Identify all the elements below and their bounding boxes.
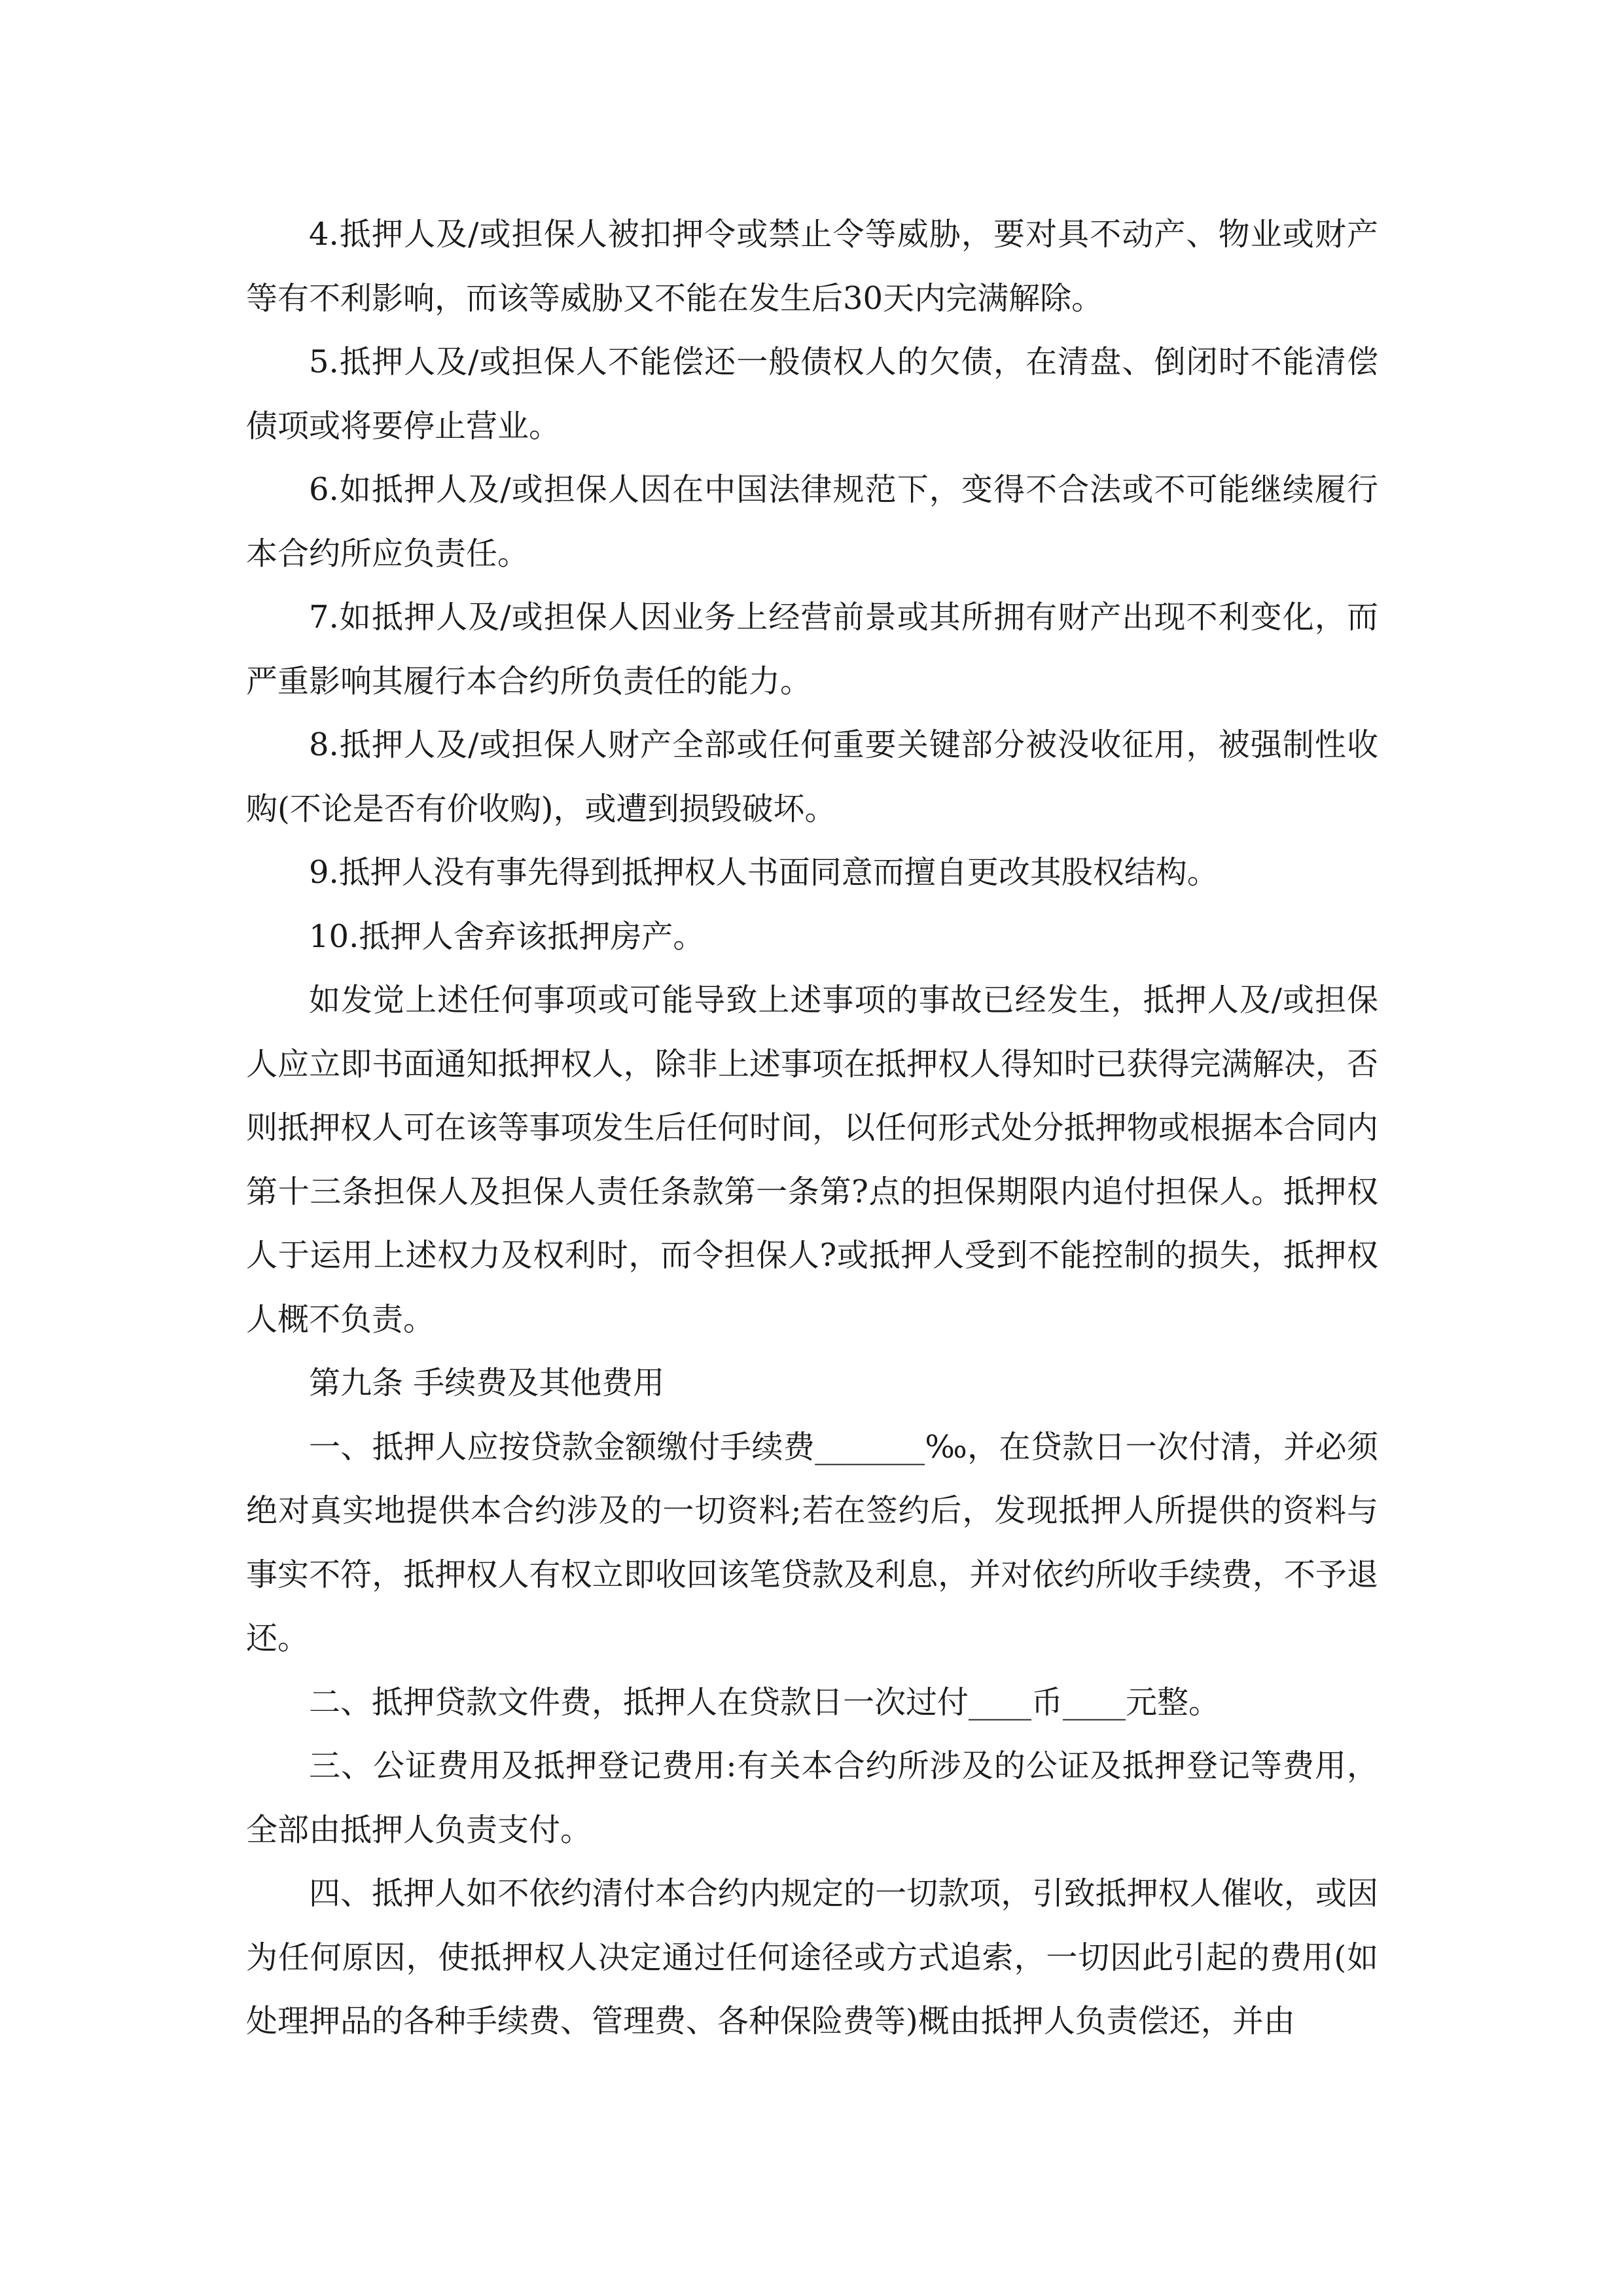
clause-item-4: 4.抵押人及/或担保人被扣押令或禁止令等威胁，要对具不动产、物业或财产等有不利影响，而该等威胁又不能在发生后30天内完满解除。 (246, 216, 1378, 317)
notice-paragraph: 如发觉上述任何事项或可能导致上述事项的事故已经发生，抵押人及/或担保人应立即书面通知抵押权人，除非上述事项在抵押权人得知时已获得完满解决，否则抵押权人可在该等事项发生后任何时间，以任何形式处分抵押物或根据本合同内第十三条担保人及担保人责任条款第一条第?点的担保期限内追付担保人。抵押权人于运用上述权力及权利时，而令担保人?或抵押人受到不能控制的损失，抵押权人概不负责。 (246, 982, 1378, 1338)
clause-item-6: 6.如抵押人及/或担保人因在中国法律规范下，变得不合法或不可能继续履行本合约所应负责任。 (246, 471, 1378, 572)
fee-clause-1: 一、抵押人应按贷款金额缴付手续费_______‰，在贷款日一次付清，并必须绝对真实地提供本合约涉及的一切资料;若在签约后，发现抵押人所提供的资料与事实不符，抵押权人有权立即收回该笔贷款及利息，并对依约所收手续费，不予退还。 (246, 1428, 1378, 1657)
document-body (246, 203, 1378, 2054)
clause-item-8: 8.抵押人及/或担保人财产全部或任何重要关键部分被没收征用，被强制性收购(不论是否有价收购)，或遭到损毁破坏。 (246, 726, 1378, 827)
clause-item-5: 5.抵押人及/或担保人不能偿还一般债权人的欠债，在清盘、倒闭时不能清偿债项或将要停止营业。 (246, 344, 1378, 444)
clause-item-10: 10.抵押人舍弃该抵押房产。 (309, 918, 705, 955)
article-9-heading: 第九条 手续费及其他费用 (309, 1365, 665, 1401)
clause-item-7: 7.如抵押人及/或担保人因业务上经营前景或其所拥有财产出现不利变化，而严重影响其履行本合约所负责任的能力。 (246, 599, 1378, 700)
fee-clause-2: 二、抵押贷款文件费，抵押人在贷款日一次过付____币____元整。 (309, 1683, 1221, 1721)
fee-clause-4: 四、抵押人如不依约清付本合约内规定的一切款项，引致抵押权人催收，或因为任何原因，使抵押权人决定通过任何途径或方式追索，一切因此引起的费用(如处理押品的各种手续费、管理费、各种保险费等)概由抵押人负责偿还，并由 (246, 1875, 1378, 2039)
clause-item-9: 9.抵押人没有事先得到抵押权人书面同意而擅自更改其股权结构。 (309, 854, 1219, 891)
fee-clause-3: 三、公证费用及抵押登记费用:有关本合约所涉及的公证及抵押登记等费用，全部由抵押人负责支付。 (246, 1748, 1378, 1848)
